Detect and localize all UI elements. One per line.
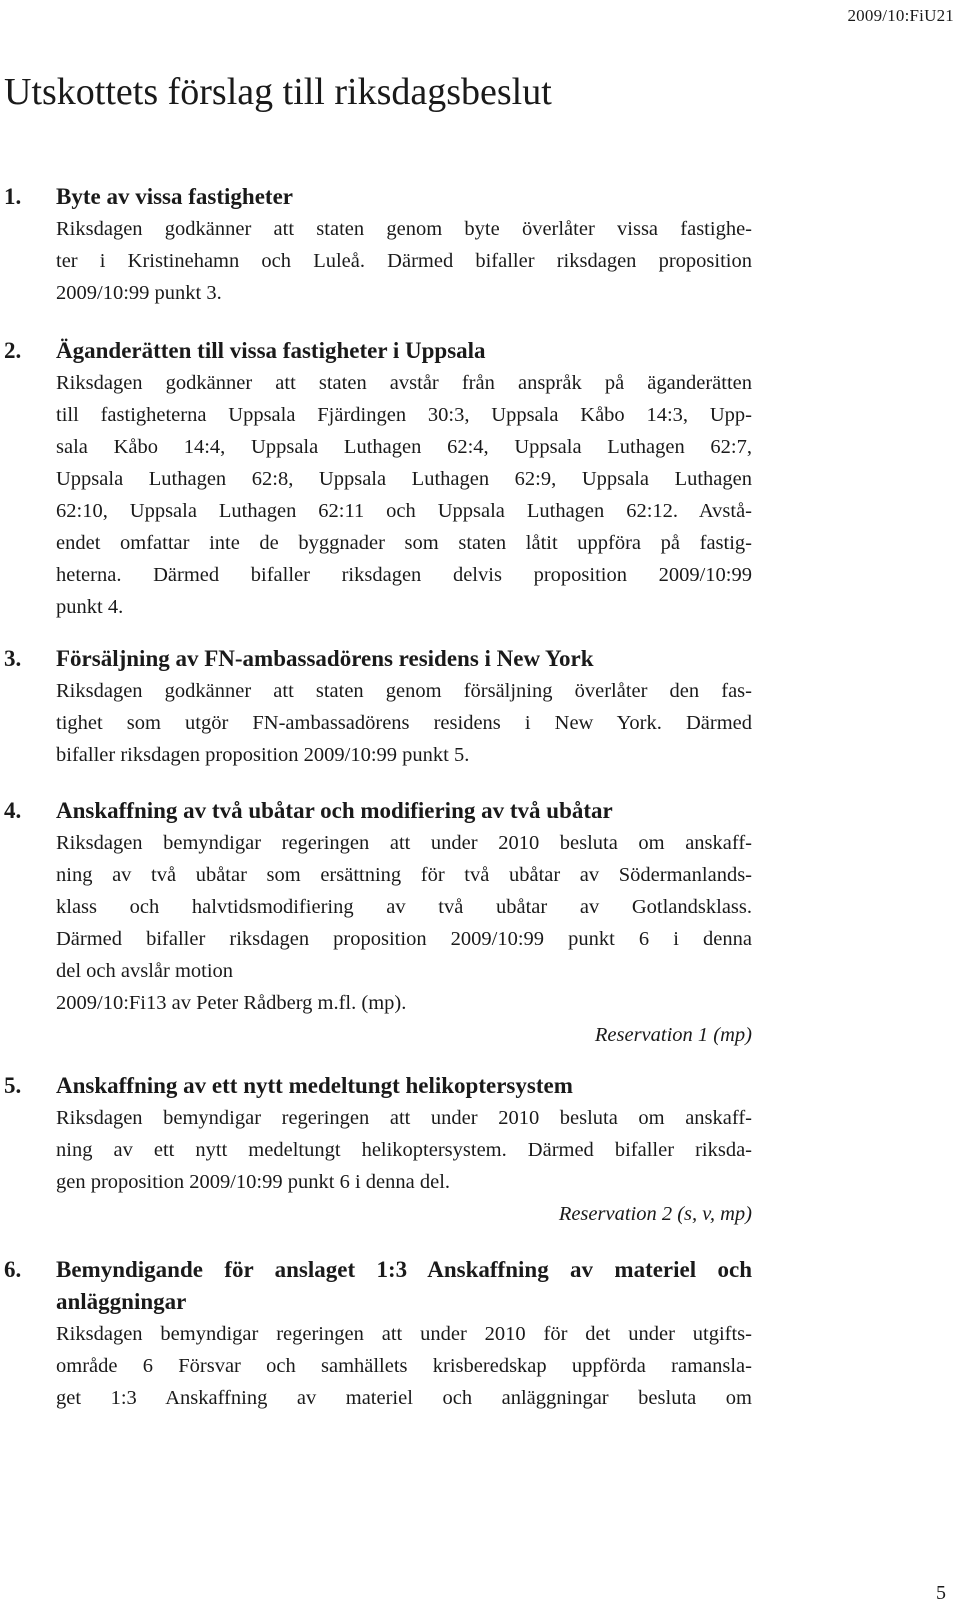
body-line: ning av ett nytt medeltungt helikoptersystem. Därmed bifaller riksda- xyxy=(56,1139,752,1161)
page-title: Utskottets förslag till riksdagsbeslut xyxy=(4,71,552,113)
section-body xyxy=(56,367,752,623)
body-line: Uppsala Luthagen 62:8, Uppsala Luthagen 62:9, Uppsala Luthagen xyxy=(56,468,752,490)
section-body xyxy=(56,213,752,309)
page-number: 5 xyxy=(936,1582,946,1604)
section-heading xyxy=(4,795,752,827)
proposal-section-2 xyxy=(4,335,752,623)
document-id: 2009/10:FiU21 xyxy=(847,6,954,25)
body-line: 2009/10:Fi13 av Peter Rådberg m.fl. (mp). xyxy=(56,992,407,1014)
section-number: 4. xyxy=(4,798,22,823)
section-heading xyxy=(4,1070,752,1102)
section-heading xyxy=(4,335,752,367)
section-number: 3. xyxy=(4,646,22,671)
section-title: Äganderätten till vissa fastigheter i Uppsala xyxy=(56,338,486,363)
section-number: 6. xyxy=(4,1257,22,1282)
proposal-section-4 xyxy=(4,795,752,1051)
section-number: 1. xyxy=(4,184,22,209)
section-body xyxy=(56,1102,752,1198)
proposal-section-5 xyxy=(4,1070,752,1230)
body-line: Riksdagen bemyndigar regeringen att under 2010 besluta om anskaff- xyxy=(56,1107,752,1129)
body-line: endet omfattar inte de byggnader som staten låtit uppföra på fastig- xyxy=(56,532,752,554)
section-number: 5. xyxy=(4,1073,22,1098)
body-line: Riksdagen godkänner att staten avstår från anspråk på äganderätten xyxy=(56,372,752,394)
proposal-section-3 xyxy=(4,643,752,771)
body-line: gen proposition 2009/10:99 punkt 6 i denna del. xyxy=(56,1171,451,1193)
proposal-section-6 xyxy=(4,1254,752,1414)
body-line: 62:10, Uppsala Luthagen 62:11 och Uppsala Luthagen 62:12. Avstå- xyxy=(56,500,752,522)
section-title: Anskaffning av ett nytt medeltungt helikoptersystem xyxy=(56,1073,573,1098)
body-line: get 1:3 Anskaffning av materiel och anläggningar besluta om xyxy=(56,1387,752,1409)
body-line: Riksdagen godkänner att staten genom byte överlåter vissa fastighe- xyxy=(56,218,752,240)
body-line: ning av två ubåtar som ersättning för två ubåtar av Södermanlands- xyxy=(56,864,752,886)
section-title: Anskaffning av två ubåtar och modifiering av två ubåtar xyxy=(56,798,613,823)
body-line: 2009/10:99 punkt 3. xyxy=(56,282,222,304)
body-line: Riksdagen bemyndigar regeringen att under 2010 för det under utgifts- xyxy=(56,1323,752,1345)
section-title: Försäljning av FN-ambassadörens residens i New York xyxy=(56,646,594,671)
body-line: Därmed bifaller riksdagen proposition 2009/10:99 punkt 6 i denna xyxy=(56,928,752,950)
body-line: område 6 Försvar och samhällets krisberedskap uppförda ramansla- xyxy=(56,1355,752,1377)
body-line: klass och halvtidsmodifiering av två ubåtar av Gotlandsklass. xyxy=(56,896,752,918)
section-title: Byte av vissa fastigheter xyxy=(56,184,293,209)
body-line: Riksdagen godkänner att staten genom försäljning överlåter den fas- xyxy=(56,680,752,702)
proposal-section-1 xyxy=(4,181,752,309)
section-number: 2. xyxy=(4,338,22,363)
section-body xyxy=(56,1318,752,1414)
section-heading xyxy=(4,181,752,213)
body-line: del och avslår motion xyxy=(56,960,234,982)
body-line: Riksdagen bemyndigar regeringen att under 2010 besluta om anskaff- xyxy=(56,832,752,854)
body-line: heterna. Därmed bifaller riksdagen delvis proposition 2009/10:99 xyxy=(56,564,752,586)
section-body xyxy=(56,827,752,1019)
section-heading xyxy=(4,1254,752,1318)
reservation-reference: Reservation 2 (s, v, mp) xyxy=(558,1203,752,1225)
body-line: ter i Kristinehamn och Luleå. Därmed bifaller riksdagen proposition xyxy=(56,250,752,272)
reservation-reference: Reservation 1 (mp) xyxy=(594,1024,752,1046)
body-line: punkt 4. xyxy=(56,596,124,618)
body-line: bifaller riksdagen proposition 2009/10:99 punkt 5. xyxy=(56,744,470,766)
body-line: tighet som utgör FN-ambassadörens residens i New York. Därmed xyxy=(56,712,752,734)
section-title: Bemyndigande för anslaget 1:3 Anskaffning av materiel och anläggningar xyxy=(56,1257,752,1314)
body-line: sala Kåbo 14:4, Uppsala Luthagen 62:4, Uppsala Luthagen 62:7, xyxy=(56,436,752,458)
section-body xyxy=(56,675,752,771)
body-line: till fastigheterna Uppsala Fjärdingen 30:3, Uppsala Kåbo 14:3, Upp- xyxy=(56,404,752,426)
section-heading xyxy=(4,643,752,675)
